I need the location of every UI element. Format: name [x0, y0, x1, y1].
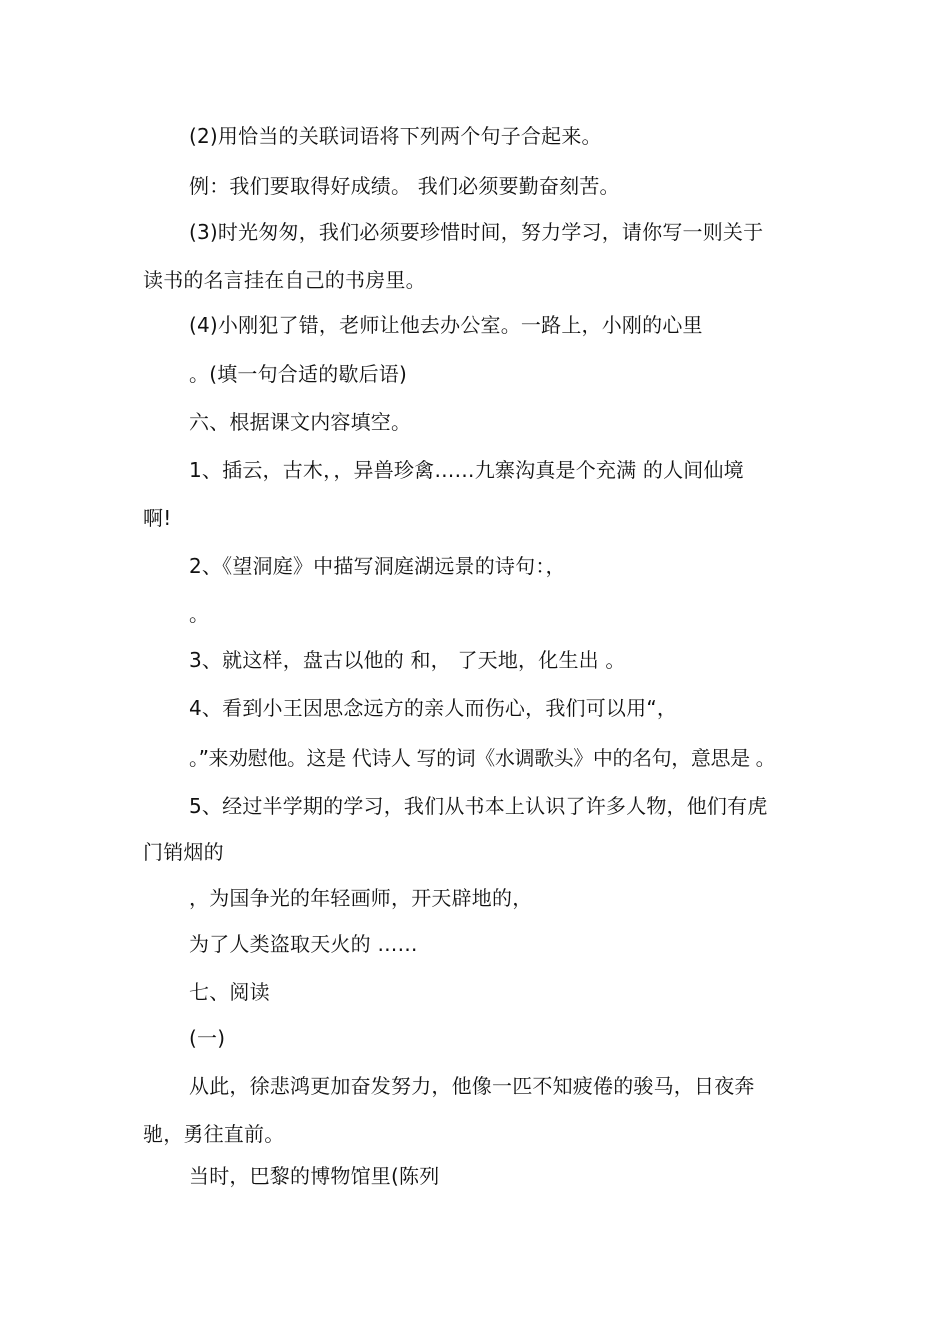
text-line: 读书的名言挂在自己的书房里。 — [143, 268, 426, 292]
section-heading: 七、阅读 — [189, 980, 270, 1004]
text-line: 从此，徐悲鸿更加奋发努力，他像一匹不知疲倦的骏马，日夜奔 — [189, 1074, 755, 1098]
text-line: 门销烟的 — [143, 840, 224, 864]
text-line: 1、插云，古木，，异兽珍禽……九寨沟真是个充满 的人间仙境 — [189, 458, 744, 482]
text-line: 驰，勇往直前。 — [143, 1122, 285, 1146]
text-line: 。 — [189, 602, 210, 626]
text-line: (3)时光匆匆，我们必须要珍惜时间，努力学习，请你写一则关于 — [189, 220, 764, 244]
text-line: 例：我们要取得好成绩。 我们必须要勤奋刻苦。 — [189, 174, 620, 198]
text-line: 当时，巴黎的博物馆里(陈列 — [189, 1164, 440, 1188]
text-line: (2)用恰当的关联词语将下列两个句子合起来。 — [189, 124, 602, 148]
text-line: 3、就这样，盘古以他的 和， 了天地，化生出 。 — [189, 648, 626, 672]
text-line: 5、经过半学期的学习，我们从书本上认识了许多人物，他们有虎 — [189, 794, 768, 818]
text-line: 4、看到小王因思念远方的亲人而伤心，我们可以用“， — [189, 696, 678, 720]
section-heading: 六、根据课文内容填空。 — [189, 410, 412, 434]
subsection-heading: (一) — [189, 1026, 226, 1050]
text-line: 。”来劝慰他。这是 代诗人 写的词《水调歌头》中的名句，意思是 。 — [189, 746, 776, 770]
text-line: 啊! — [143, 506, 172, 530]
text-line: ，为国争光的年轻画师，开天辟地的， — [189, 886, 533, 910]
text-line: 。(填一句合适的歇后语) — [189, 362, 408, 386]
text-line: 2、《望洞庭》中描写洞庭湖远景的诗句：， — [189, 554, 566, 578]
text-line: 为了人类盗取天火的 …… — [189, 932, 418, 956]
text-line: (4)小刚犯了错，老师让他去办公室。一路上，小刚的心里 — [189, 313, 703, 337]
